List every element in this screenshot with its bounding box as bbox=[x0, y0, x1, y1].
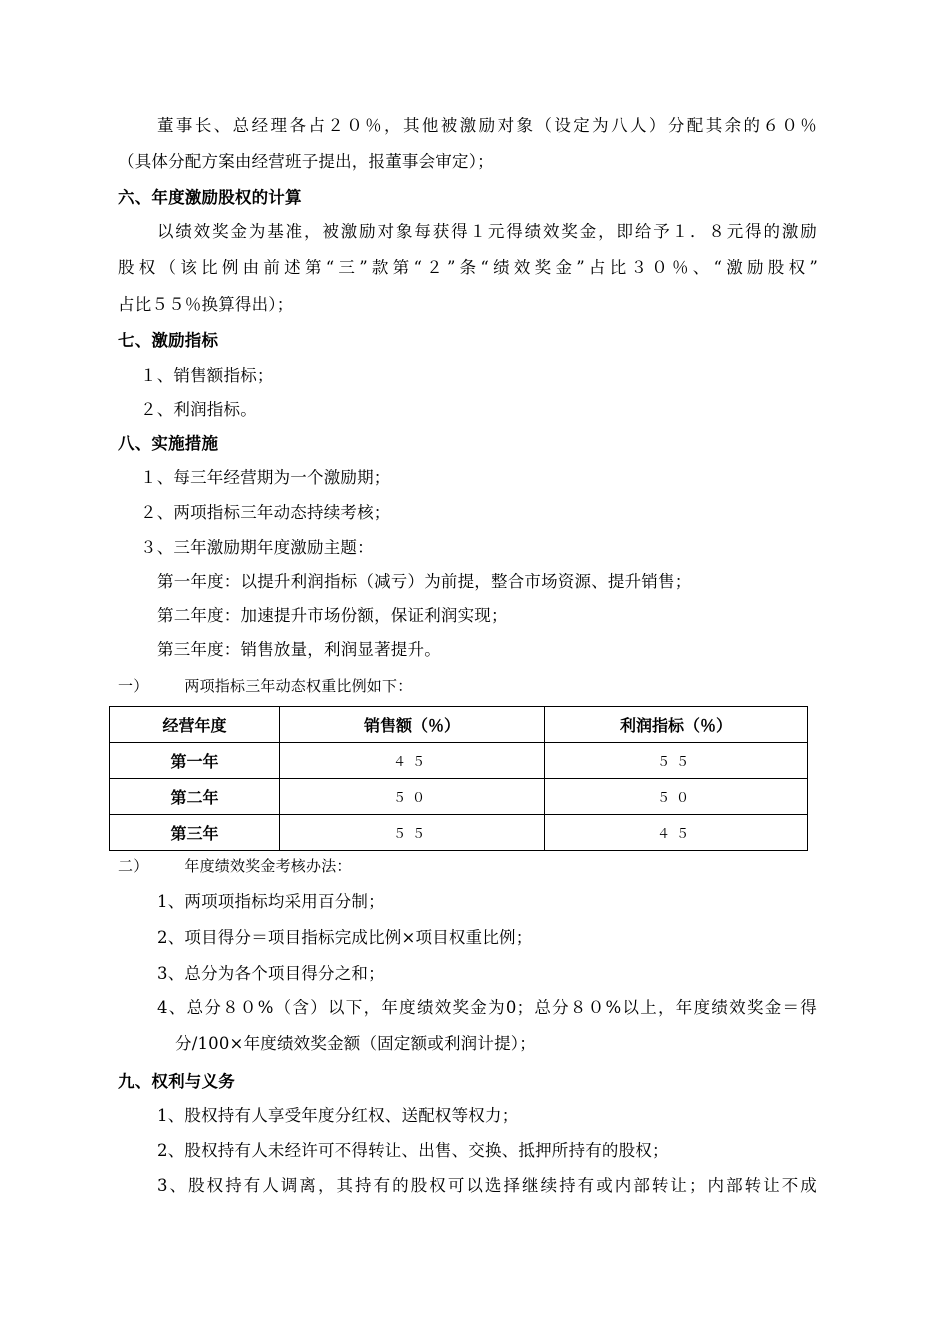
table-cell-sales: ５５ bbox=[280, 815, 545, 851]
section-9-item-2: 2、股权持有人未经许可不得转让、出售、交换、抵押所持有的股权； bbox=[157, 1141, 669, 1160]
section-7-item-2: ２、利润指标。 bbox=[140, 400, 257, 419]
section-8-item-3: ３、三年激励期年度激励主题： bbox=[140, 538, 374, 557]
subsection-1-text: 两项指标三年动态权重比例如下： bbox=[184, 677, 413, 695]
section-8-heading: 八、实施措施 bbox=[118, 434, 219, 453]
intro-line-2: （具体分配方案由经营班子提出，报董事会审定）； bbox=[118, 152, 494, 171]
subsection-1 bbox=[118, 676, 818, 696]
table-row bbox=[110, 779, 808, 815]
rule-1: 1、两项项指标均采用百分制； bbox=[157, 892, 385, 911]
section-8-item-2: ２、两项指标三年动态持续考核； bbox=[140, 503, 391, 522]
table-header-year: 经营年度 bbox=[110, 707, 280, 743]
table-cell-sales: ５０ bbox=[280, 779, 545, 815]
section-6-heading: 六、年度激励股权的计算 bbox=[118, 188, 302, 207]
section-7-heading: 七、激励指标 bbox=[118, 331, 219, 350]
weight-ratio-table bbox=[109, 706, 808, 851]
table-header-sales: 销售额（％） bbox=[280, 707, 545, 743]
subsection-2 bbox=[118, 856, 818, 876]
subsection-2-marker: 二） bbox=[118, 857, 149, 875]
table-row bbox=[110, 815, 808, 851]
table-cell-profit: ５０ bbox=[545, 779, 808, 815]
year-theme-3: 第三年度：销售放量，利润显著提升。 bbox=[157, 640, 441, 659]
subsection-1-marker: 一） bbox=[118, 677, 149, 695]
section-9-item-1: 1、股权持有人享受年度分红权、送配权等权力； bbox=[157, 1106, 519, 1125]
table-cell-profit: ４５ bbox=[545, 815, 808, 851]
section-6-line-2: 股权（该比例由前述第“三”款第“２”条“绩效奖金”占比３０％、“激励股权” bbox=[118, 258, 818, 277]
rule-4-line-2: 分/100×年度绩效奖金额（固定额或利润计提）； bbox=[175, 1034, 536, 1053]
table-header-profit: 利润指标（％） bbox=[545, 707, 808, 743]
rule-4-line-1: 4、总分８０%（含）以下，年度绩效奖金为0；总分８０%以上，年度绩效奖金＝得 bbox=[157, 998, 817, 1017]
subsection-2-text: 年度绩效奖金考核办法： bbox=[184, 857, 352, 875]
section-6-line-1: 以绩效奖金为基准，被激励对象每获得１元得绩效奖金，即给予１．８元得的激励 bbox=[157, 222, 817, 241]
table-header-row bbox=[110, 707, 808, 743]
year-theme-1: 第一年度：以提升利润指标（减亏）为前提，整合市场资源、提升销售； bbox=[157, 572, 692, 591]
intro-line-1: 董事长、总经理各占２０％，其他被激励对象（设定为八人）分配其余的６０％ bbox=[157, 116, 817, 135]
section-9-item-3: 3、股权持有人调离，其持有的股权可以选择继续持有或内部转让；内部转让不成 bbox=[157, 1176, 817, 1195]
section-6-line-3: 占比５５％换算得出）； bbox=[118, 295, 294, 314]
table-cell-sales: ４５ bbox=[280, 743, 545, 779]
table-cell-year: 第三年 bbox=[110, 815, 280, 851]
section-7-item-1: １、销售额指标； bbox=[140, 366, 274, 385]
rule-2: 2、项目得分＝项目指标完成比例×项目权重比例； bbox=[157, 928, 533, 947]
section-9-heading: 九、权利与义务 bbox=[118, 1072, 235, 1091]
rule-3: 3、总分为各个项目得分之和； bbox=[157, 964, 385, 983]
table-cell-profit: ５５ bbox=[545, 743, 808, 779]
table-cell-year: 第二年 bbox=[110, 779, 280, 815]
section-8-item-1: １、每三年经营期为一个激励期； bbox=[140, 468, 391, 487]
year-theme-2: 第二年度：加速提升市场份额，保证利润实现； bbox=[157, 606, 508, 625]
table-cell-year: 第一年 bbox=[110, 743, 280, 779]
table-row bbox=[110, 743, 808, 779]
